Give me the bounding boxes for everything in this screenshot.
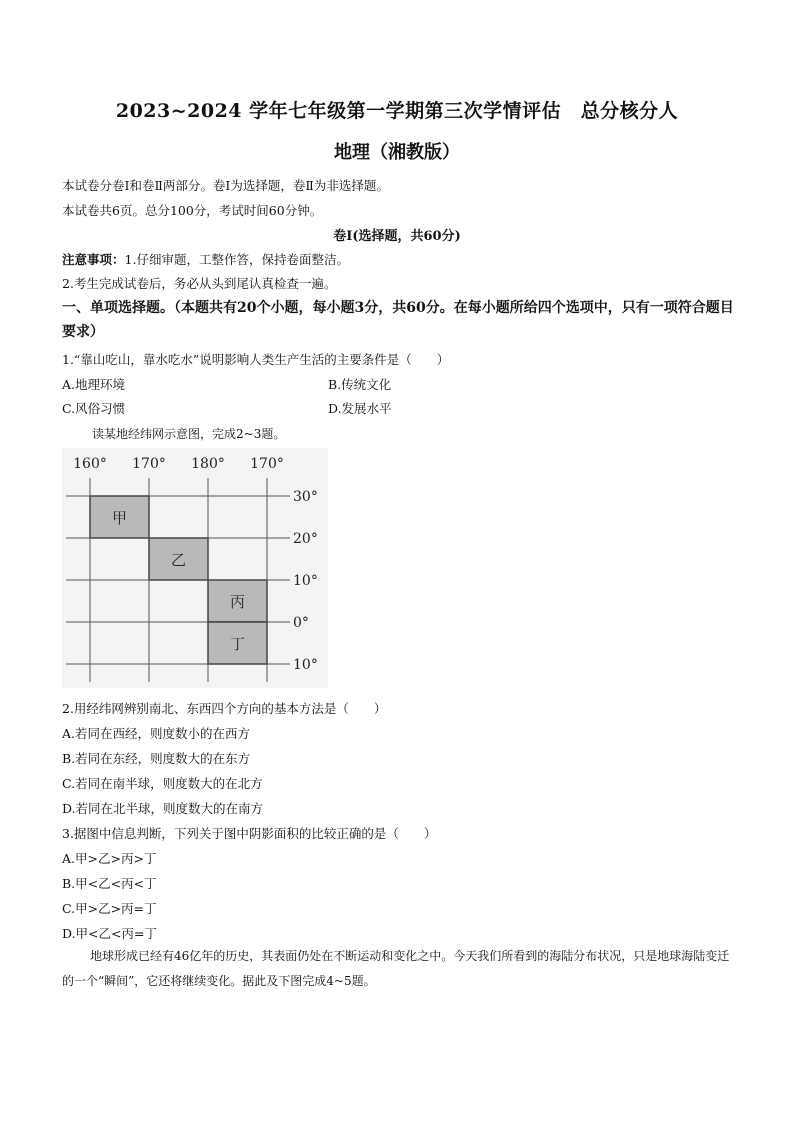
notice-label: 注意事项： (62, 252, 125, 267)
lat-label-20: 20° (293, 531, 318, 547)
cell-label-jia: 甲 (111, 509, 128, 527)
notice-line-2: 2.考生完成试卷后，务必从头到尾认真检查一遍。 (62, 276, 337, 291)
lat-label-30: 30° (293, 489, 318, 505)
intro-line-2: 本试卷共6页。总分100分，考试时间60分钟。 (62, 203, 323, 218)
q3-option-d: D.甲<乙<丙=丁 (62, 926, 157, 941)
q2-stem: 2.用经纬网辨别南北、东西四个方向的基本方法是（ ） (62, 701, 387, 716)
lat-label-10n: 10° (293, 573, 318, 589)
page-title: 2023~2024 学年七年级第一学期第三次学情评估 总分核分人 (115, 100, 679, 122)
q1-option-c: C.风俗习惯 (62, 401, 126, 416)
reading-instruction-1: 读某地经纬网示意图，完成2~3题。 (92, 427, 286, 441)
notice-line-1 (62, 250, 349, 268)
q2-option-d: D.若同在北半球，则度数大的在南方 (62, 801, 264, 816)
q2-option-b: B.若同在东经，则度数大的在东方 (62, 751, 251, 766)
cell-label-bing: 丙 (229, 593, 246, 611)
lon-label-160: 160° (73, 456, 107, 472)
q3-option-b: B.甲<乙<丙<丁 (62, 876, 157, 891)
lon-label-180: 180° (191, 456, 225, 472)
q2-option-c: C.若同在南半球，则度数大的在北方 (62, 776, 263, 791)
lat-label-0: 0° (293, 615, 309, 631)
q3-stem: 3.据图中信息判断，下列关于图中阴影面积的比较正确的是（ ） (62, 826, 437, 841)
part1-title: 卷Ⅰ(选择题，共60分) (333, 229, 461, 244)
q1-option-d: D.发展水平 (328, 401, 392, 416)
section-1-heading: 一、单项选择题。（本题共有20个小题，每小题3分，共60分。在每小题所给四个选项中，只有一项符合题目要求） (62, 300, 734, 340)
lon-label-170w: 170° (132, 456, 166, 472)
page-subtitle: 地理（湘教版） (334, 142, 460, 163)
cell-label-ding: 丁 (229, 635, 246, 653)
q3-option-a: A.甲>乙>丙>丁 (62, 851, 157, 866)
q1-option-a: A.地理环境 (62, 377, 126, 392)
lat-label-10s: 10° (293, 657, 318, 673)
q3-option-c: C.甲>乙>丙=丁 (62, 901, 157, 916)
passage-text: 地球形成已经有46亿年的历史，其表面仍处在不断运动和变化之中。今天我们所看到的海陆分布状况，只是地球海陆变迁的一个“瞬间”，它还将继续变化。据此及下图完成4~5题。 (62, 949, 730, 988)
cell-label-yi: 乙 (170, 551, 187, 569)
q1-option-b: B.传统文化 (328, 377, 392, 392)
q1-stem: 1.“靠山吃山，靠水吃水”说明影响人类生产生活的主要条件是（ ） (62, 352, 450, 367)
lon-label-170e: 170° (250, 456, 284, 472)
intro-line-1: 本试卷分卷Ⅰ和卷Ⅱ两部分。卷Ⅰ为选择题，卷Ⅱ为非选择题。 (62, 178, 389, 193)
q2-option-a: A.若同在西经，则度数小的在西方 (62, 726, 251, 741)
notice-text-1: 1.仔细审题，工整作答，保持卷面整洁。 (124, 252, 349, 267)
lat-long-grid-map (62, 448, 328, 688)
